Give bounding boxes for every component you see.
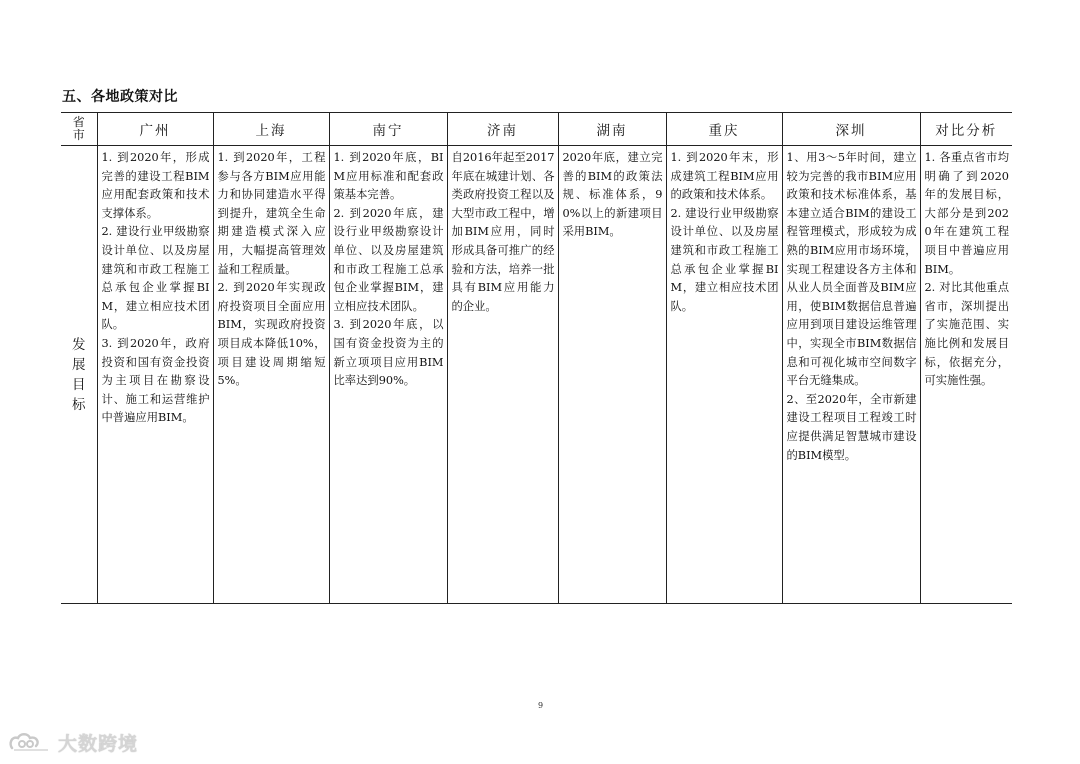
table-cell: 1. 到2020年，工程参与各方BIM应用能力和协同建造水平得到提升，建筑全生命期建造模式深入应用，大幅提高管理效益和工程质量。 2. 到2020年实现政府投资项目全面应用BIM，实现政府投资项目成本降低10%，项目建设周期缩短5%。 — [213, 146, 329, 604]
table-cell: 1. 到2020年底，BIM应用标准和配套政策基本完善。 2. 到2020年底，建设行业甲级勘察设计单位、以及房屋建筑和市政工程施工总承包企业掌握BIM，建立相应技术团队。 3. 到2020年底，以国有资金投资为主的新立项项目应用BIM比率达到90%。 — [329, 146, 447, 604]
table-cell: 1. 到2020年，形成完善的建设工程BIM应用配套政策和技术支撑体系。 2. 建设行业甲级勘察设计单位、以及房屋建筑和市政工程施工总承包企业掌握BIM，建立相应技术团队。 3. 到2020年，政府投资和国有资金投资为主项目在勘察设计、施工和运营维护中普遍应用BIM。 — [97, 146, 213, 604]
column-header: 对比分析 — [920, 113, 1012, 146]
watermark — [8, 730, 138, 754]
column-header: 广州 — [97, 113, 213, 146]
row-label: 发展目标 — [61, 146, 97, 604]
column-header: 深圳 — [782, 113, 920, 146]
table-cell: 1、用3～5年时间，建立较为完善的我市BIM应用政策和技术标准体系，基本建立适合BIM的建设工程管理模式，形成较为成熟的BIM应用市场环境，实现工程建设各方主体和从业人员全面普及BIM应用，使BIM数据信息普遍应用到项目建设运维管理中，实现全市BIM数据信息和可视化城市空间数字平台无缝集成。 2、至2020年，全市新建建设工程项目工程竣工时应提供满足智慧城市建设的BIM模型。 — [782, 146, 920, 604]
column-header: 上海 — [213, 113, 329, 146]
cloud-logo-icon — [8, 730, 54, 754]
column-header: 湖南 — [558, 113, 666, 146]
watermark-text: 大数跨境 — [58, 732, 139, 755]
table-cell: 自2016年起至2017年底在城建计划、各类政府投资工程以及大型市政工程中，增加BIM应用，同时形成具备可推广的经验和方法，培养一批具有BIM应用能力的企业。 — [447, 146, 558, 604]
column-header: 重庆 — [666, 113, 782, 146]
column-header: 南宁 — [329, 113, 447, 146]
page-number: 9 — [538, 701, 544, 710]
table-header-row — [61, 113, 1012, 146]
section-title: 五、各地政策对比 — [62, 89, 178, 105]
table-cell: 1. 各重点省市均明确了到2020年的发展目标，大部分是到2020年在建筑工程项目中普遍应用BIM。 2. 对比其他重点省市，深圳提出了实施范围、实施比例和发展目标，依据充分，可实施性强。 — [920, 146, 1012, 604]
column-header: 济南 — [447, 113, 558, 146]
table-row — [61, 146, 1012, 604]
corner-header: 省市 — [61, 113, 97, 146]
table-cell: 1. 到2020年末，形成建筑工程BIM应用的政策和技术体系。 2. 建设行业甲级勘察设计单位、以及房屋建筑和市政工程施工总承包企业掌握BIM，建立相应技术团队。 — [666, 146, 782, 604]
policy-comparison-table — [61, 112, 1012, 604]
table-cell: 2020年底，建立完善的BIM的政策法规、标准体系，90%以上的新建项目采用BIM。 — [558, 146, 666, 604]
